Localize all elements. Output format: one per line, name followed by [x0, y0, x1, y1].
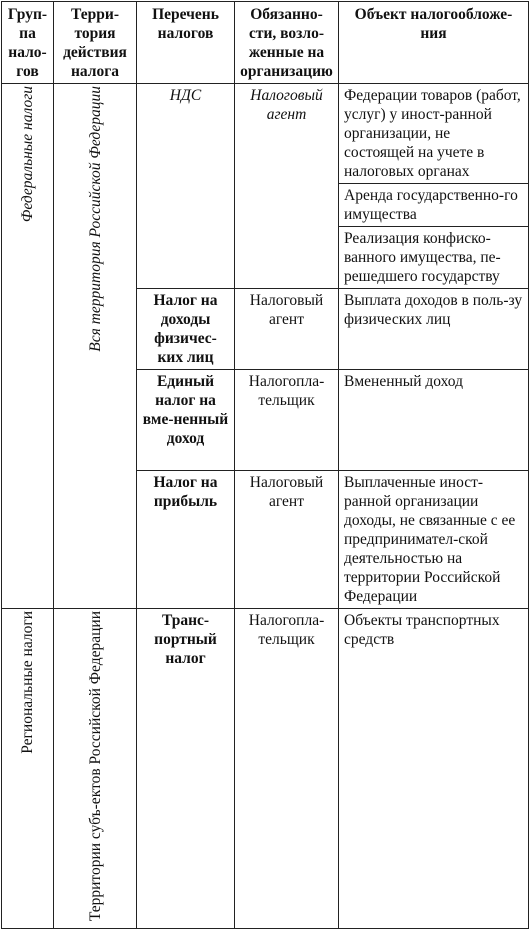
tax-table — [1, 1, 529, 929]
duty-pit: Налоговый агент — [235, 289, 339, 370]
header-group: Груп-па нало-гов — [2, 2, 54, 84]
duty-profit: Налоговый агент — [235, 471, 339, 609]
tax-name-vat: НДС — [137, 84, 235, 289]
duty-transport: Налогопла-тельщик — [235, 609, 339, 929]
territory-label-federal: Вся территория Российской Федерации — [86, 86, 104, 352]
territory-cell-federal — [54, 84, 137, 609]
header-row — [2, 2, 529, 84]
object-profit: Выплаченные иност-ранной организации доходы, не связанные с ее предпринимател-ской деятельностью на территории Российской Федерации — [339, 471, 529, 609]
header-duties: Обязанно-сти, возло-женные на организацию — [235, 2, 339, 84]
tax-name-profit: Налог на прибыль — [137, 471, 235, 609]
object-pit: Выплата доходов в поль-зу физических лиц — [339, 289, 529, 370]
group-label-federal: Федеральные налоги — [19, 86, 36, 223]
tax-name-pit: Налог на доходы физичес-ких лиц — [137, 289, 235, 370]
tax-name-transport: Транс-портный налог — [137, 609, 235, 929]
header-tax-list: Перечень налогов — [137, 2, 235, 84]
object-unified: Вмененный доход — [339, 370, 529, 471]
object-vat-2: Аренда государственно-го имущества — [339, 184, 529, 227]
object-vat-3: Реализация конфиско-ванного имущества, пе-решедшего государству — [339, 227, 529, 289]
tax-name-unified: Единый налог на вме-ненный доход — [137, 370, 235, 471]
duty-vat: Налоговый агент — [235, 84, 339, 289]
group-cell-regional — [2, 609, 54, 929]
group-label-regional: Региональные налоги — [19, 611, 36, 754]
table-row — [2, 609, 529, 929]
group-cell-federal — [2, 84, 54, 609]
object-transport: Объекты транспортных средств — [339, 609, 529, 929]
object-vat-1: Федерации товаров (работ, услуг) у иност-ранной организации, не состоящей на учете в налоговых органах — [339, 84, 529, 184]
territory-label-regional: Территории субъ-ектов Российской Федерации — [86, 611, 104, 922]
header-object: Объект налогообложе-ния — [339, 2, 529, 84]
table-row — [2, 84, 529, 184]
header-territory: Терри-тория действия налога — [54, 2, 137, 84]
territory-cell-regional — [54, 609, 137, 929]
duty-unified: Налогопла-тельщик — [235, 370, 339, 471]
